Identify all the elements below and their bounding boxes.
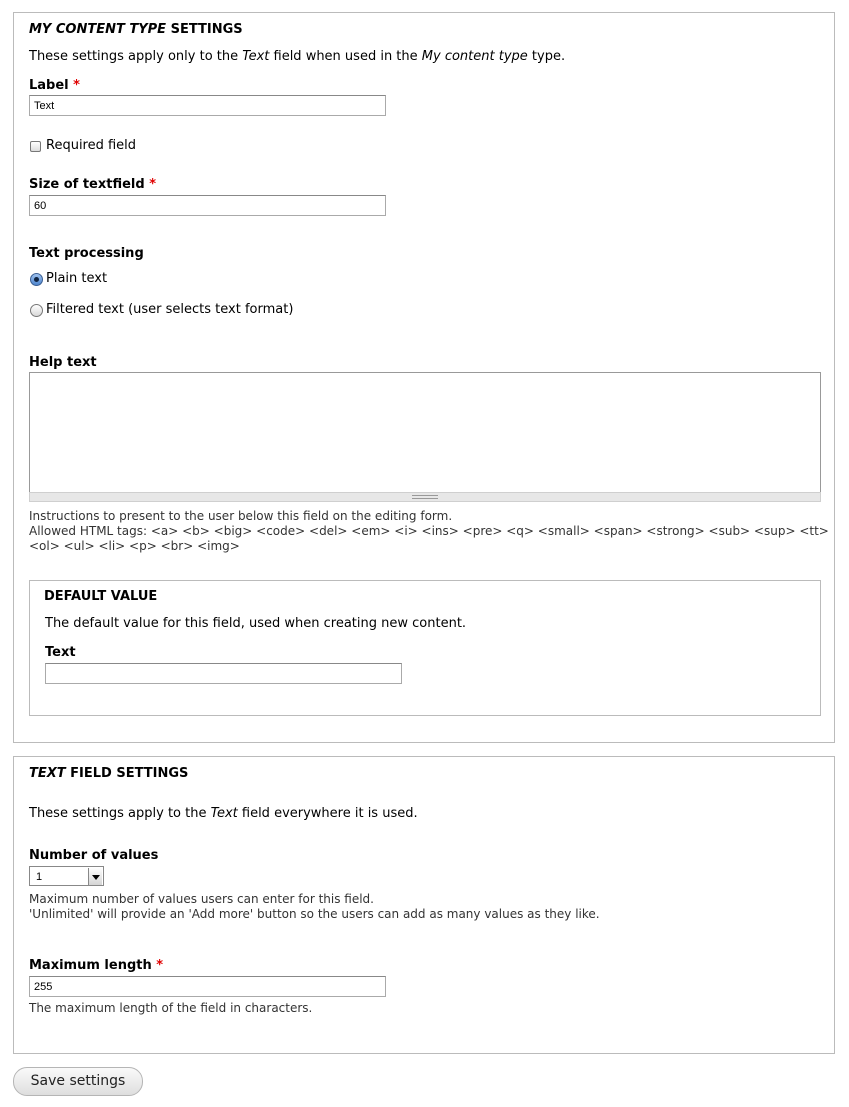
filtered-text-radio[interactable]	[30, 304, 43, 317]
number-of-values-description: Maximum number of values users can enter for this field. 'Unlimited' will provide an 'Add more' button so the users can add as many values as they like.	[29, 892, 600, 921]
help-text-label: Help text	[29, 355, 97, 370]
help-text-textarea[interactable]	[29, 372, 821, 493]
save-settings-button[interactable]: Save settings	[13, 1067, 143, 1096]
number-of-values-label: Number of values	[29, 848, 159, 863]
default-value-legend: DEFAULT VALUE	[44, 589, 158, 604]
dropdown-arrow-icon	[88, 868, 102, 885]
grip-lines-icon	[412, 495, 438, 499]
required-field-label[interactable]: Required field	[46, 138, 137, 153]
field-settings-legend: TEXT FIELD SETTINGS	[29, 766, 189, 781]
filtered-text-label[interactable]: Filtered text (user selects text format)	[46, 302, 294, 317]
required-marker: *	[73, 78, 80, 93]
required-marker: *	[149, 177, 157, 192]
text-processing-label: Text processing	[29, 246, 144, 261]
size-field-label: Size of textfield *	[29, 177, 157, 192]
textarea-resize-grip[interactable]	[29, 492, 821, 502]
content-type-settings-legend: MY CONTENT TYPE SETTINGS	[29, 22, 243, 37]
required-field-checkbox[interactable]	[30, 141, 41, 152]
content-type-settings-intro: These settings apply only to the Text field when used in the My content type type.	[29, 49, 566, 64]
default-text-input[interactable]	[45, 663, 402, 684]
size-input[interactable]: 60	[29, 195, 386, 216]
number-of-values-select[interactable]	[29, 866, 104, 886]
maximum-length-label: Maximum length *	[29, 958, 164, 973]
plain-text-radio[interactable]	[30, 273, 43, 286]
label-input[interactable]: Text	[29, 95, 386, 116]
plain-text-label[interactable]: Plain text	[46, 271, 108, 286]
help-text-description: Instructions to present to the user below this field on the editing form. Allowed HTML tags: <a> <b> <big> <code> <del> <em> <i> <ins> <pre> <q> <small> <span> <strong> <sub> <sup> <tt> <ol> <ul> <li> <p> <br> <img>	[29, 509, 829, 553]
maximum-length-description: The maximum length of the field in characters.	[29, 1001, 313, 1015]
default-value-intro: The default value for this field, used when creating new content.	[45, 616, 467, 631]
label-field-label: Label *	[29, 78, 80, 93]
number-of-values-selected: 1	[36, 871, 43, 883]
default-text-label: Text	[45, 645, 76, 660]
maximum-length-input[interactable]: 255	[29, 976, 386, 997]
field-settings-intro: These settings apply to the Text field everywhere it is used.	[29, 806, 418, 821]
required-marker: *	[156, 958, 164, 973]
